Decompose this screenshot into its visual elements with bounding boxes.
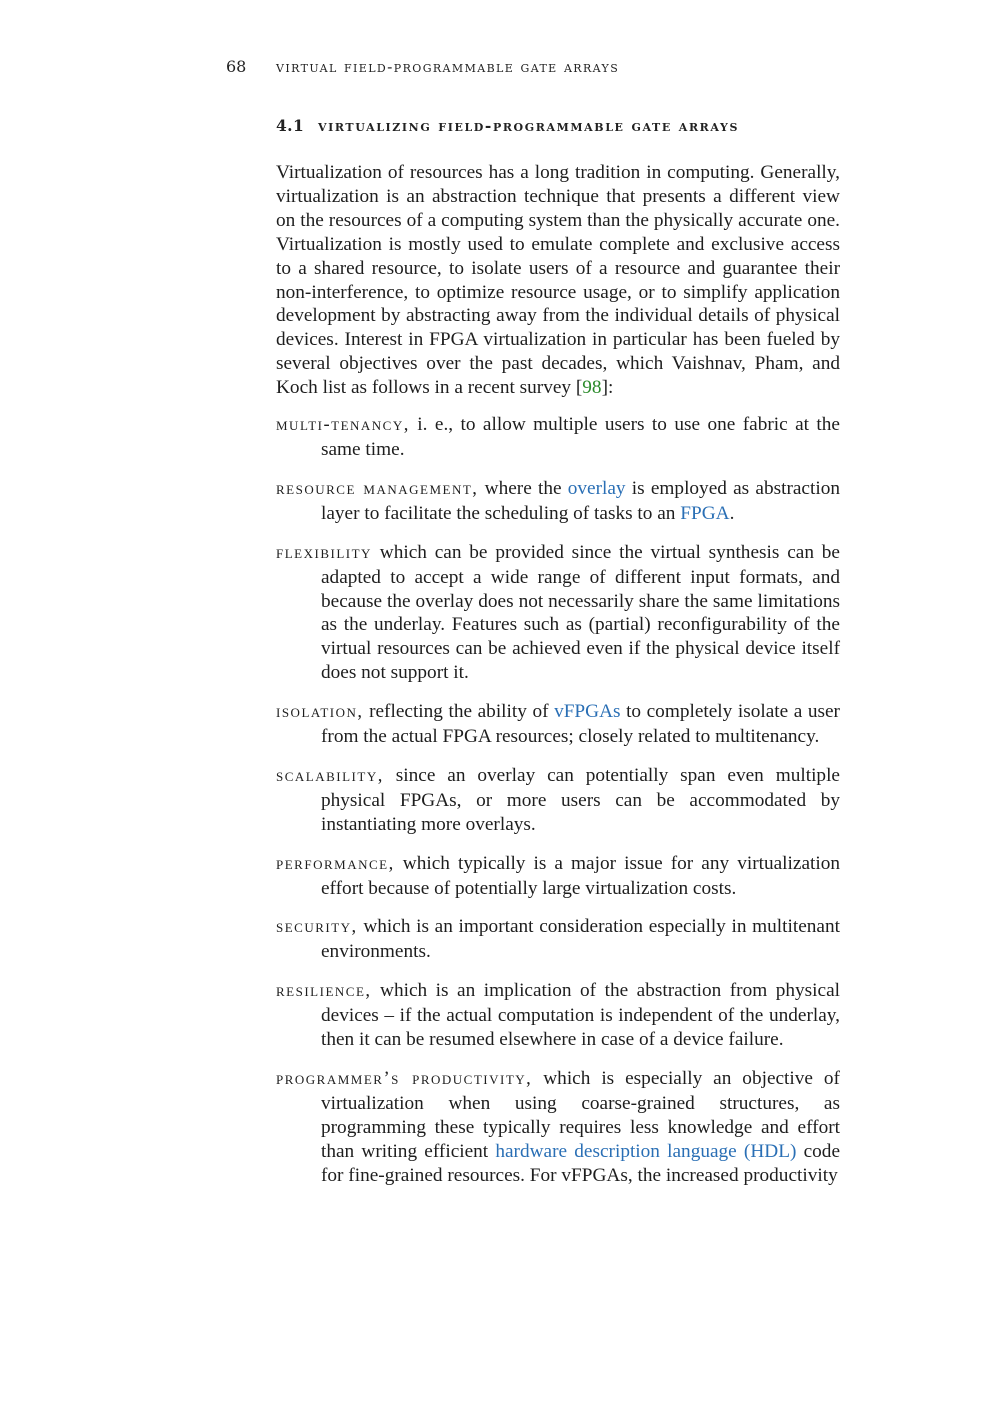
term-description: where the [484, 477, 568, 499]
term-label: programmer’s productivity, [276, 1069, 533, 1089]
section-number: 4.1 [276, 116, 305, 135]
term-label: security, [276, 917, 358, 938]
term-description: which is an implication of the abstraction from physical devices – if the actual computation is independent of the underlay, then it can be resumed elsewhere in case of a device failure. [321, 980, 840, 1051]
intro-paragraph [276, 161, 840, 400]
intro-text-end: ]: [601, 377, 614, 399]
running-header [226, 57, 619, 76]
objective-performance [276, 852, 840, 901]
term-label: multi-tenancy, [276, 415, 410, 436]
term-description: i. e., to allow multiple users to use one fabric at the same time. [321, 414, 840, 460]
term-description: is employed as abstraction layer to facilitate the scheduling of tasks to an [321, 477, 840, 524]
term-description: since an overlay can potentially span even multiple physical FPGAs, or more users can be accommodated by instantiating more overlays. [321, 764, 840, 835]
term-description: which typically is a major issue for any virtualization effort because of potentially large virtualization costs. [321, 852, 840, 899]
section-heading [276, 116, 840, 135]
page-number: 68 [226, 57, 247, 76]
term-description: code for fine-grained resources. For vFPGAs, the increased productivity [321, 1140, 840, 1186]
section-title: virtualizing field-programmable gate arrays [318, 116, 740, 135]
objective-isolation [276, 700, 840, 749]
objective-scalability [276, 764, 840, 837]
objective-multi-tenancy [276, 413, 840, 462]
term-label: performance, [276, 853, 395, 874]
chapter-title: virtual field-programmable gate arrays [276, 58, 620, 76]
citation-link[interactable]: 98 [582, 377, 602, 399]
fpga-link[interactable]: FPGA [680, 502, 730, 524]
vfpgas-link[interactable]: vFPGAs [554, 701, 621, 723]
term-description: reflecting the ability of [369, 701, 555, 723]
intro-text: Virtualization of resources has a long tradition in computing. Generally, virtualization is an abstraction technique that presents a different view on the resources of a computing system than the physically accurate one. Virtualization is mostly used to emulate complete and exclusive access to a shared resource, to isolate users of a resource and guarantee their non-interference, to optimize resource usage, or to simplify application development by abstracting away from the individual details of physical devices. Interest in FPGA virtualization in particular has been fueled by several objectives over the past decades, which Vaishnav, Pham, and Koch list as follows in a recent survey [ [276, 162, 840, 399]
hdl-link[interactable]: hardware description language (HDL) [495, 1140, 797, 1162]
overlay-link[interactable]: overlay [567, 477, 626, 499]
objective-programmers-productivity [276, 1067, 840, 1188]
term-description: which is especially an objective of virtualization when using coarse-grained structures, as programming these typically requires less knowledge and effort than writing efficient [321, 1068, 840, 1162]
term-description: to completely isolate a user from the actual FPGA resources; closely related to multitenancy. [321, 701, 840, 748]
page-content [276, 116, 840, 1203]
objective-flexibility [276, 541, 840, 685]
objective-resilience [276, 979, 840, 1052]
term-label: flexibility [276, 542, 372, 563]
term-description: . [729, 502, 735, 524]
objective-security [276, 915, 840, 964]
term-description: which can be provided since the virtual synthesis can be adapted to accept a wide range of different input formats, and because the overlay does not necessarily share the same limitations as the underlay. Features such as (partial) reconfigurability of the virtual resources can be achieved even if the physical device itself does not support it. [321, 541, 840, 684]
objective-resource-management [276, 477, 840, 526]
term-label: isolation, [276, 702, 364, 723]
objectives-list [276, 413, 840, 1187]
term-label: resource management, [276, 478, 479, 499]
term-label: resilience, [276, 981, 372, 1002]
term-description: which is an important consideration especially in multitenant environments. [321, 916, 840, 963]
term-label: scalability, [276, 765, 384, 786]
